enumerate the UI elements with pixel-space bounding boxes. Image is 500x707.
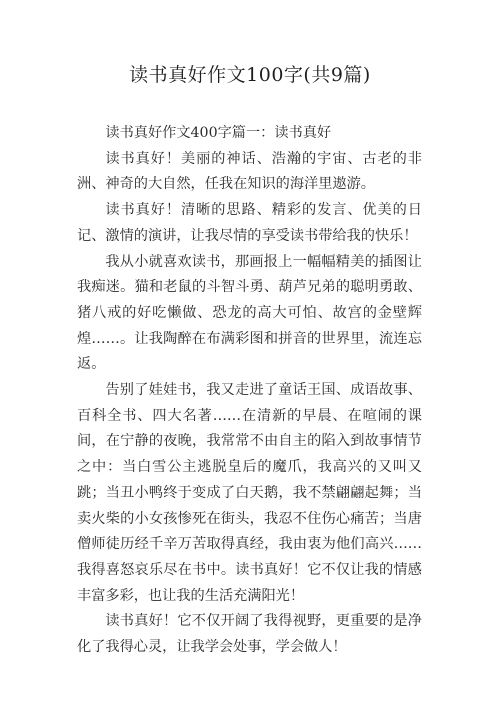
- paragraph: 我从小就喜欢读书，那画报上一幅幅精美的插图让我痴迷。猫和老鼠的斗智斗勇、葫芦兄弟的聪明勇敢、猪八戒的好吃懒做、恐龙的高大可怕、故宫的金壁辉煌……。让我陶醉在布满彩图和拼音的世界里，流连忘返。: [77, 253, 422, 373]
- paragraph: 读书真好！清晰的思路、精彩的发言、优美的日记、激情的演讲，让我尽情的享受读书带给我的快乐！: [77, 202, 422, 244]
- paragraph: 读书真好！美丽的神话、浩瀚的宇宙、古老的非洲、神奇的大自然，任我在知识的海洋里遨游。: [77, 150, 422, 193]
- paragraph: 读书真好！它不仅开阔了我得视野，更重要的是净化了我得心灵，让我学会处事，学会做人！: [77, 613, 422, 656]
- document-title: 读书真好作文100字(共9篇): [129, 64, 371, 86]
- document-body: [77, 121, 422, 661]
- paragraph: 告别了娃娃书，我又走进了童话王国、成语故事、百科全书、四大名著……在清新的早晨、在喧闹的课间，在宁静的夜晚，我常常不由自主的陷入到故事情节之中：当白雪公主逃脱皇后的魔爪，我高兴的又叫又跳；当丑小鸭终于变成了白天鹅，我不禁翩翩起舞；当卖火柴的小女孩惨死在街头，我忍不住伤心痛苦；当唐僧师徒历经千辛万苦取得真经，我由衷为他们高兴……我得喜怒哀乐尽在书中。读书真好！它不仅让我的情感丰富多彩，也让我的生活充满阳光！: [77, 382, 422, 604]
- paragraph-subtitle: 读书真好作文400字篇一：读书真好: [105, 125, 332, 141]
